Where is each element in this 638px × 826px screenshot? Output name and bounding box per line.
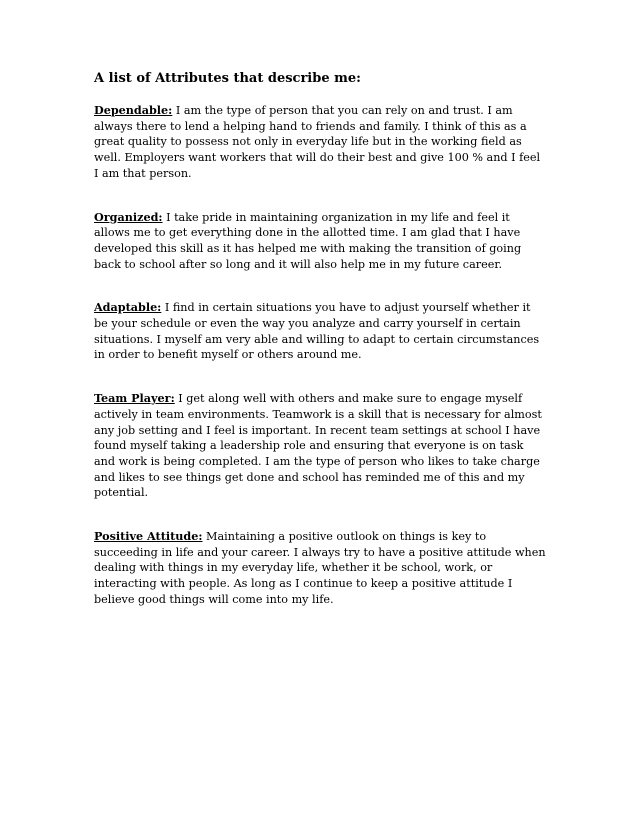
- attribute-name: Team Player:: [94, 391, 175, 406]
- attribute-organized: [94, 210, 546, 273]
- document-title: A list of Attributes that describe me:: [94, 71, 361, 86]
- attribute-name: Dependable:: [94, 103, 173, 117]
- attribute-name: Organized:: [94, 209, 163, 224]
- attribute-positive-attitude: [94, 529, 546, 608]
- attribute-description: I take pride in maintaining organization in my life and feel it allows me to get everything done in the allotted time. I am glad that I have developed this skill as it has helped me with making the transition of going back to school after so long and it will also help me in my future career.: [94, 210, 522, 271]
- document-body: [94, 70, 546, 608]
- attribute-dependable: [94, 103, 546, 182]
- attribute-team-player: [94, 391, 546, 501]
- attribute-description: Maintaining a positive outlook on things is key to succeeding in life and your career. I always try to have a positive attitude when dealing with things in my everyday life, whether it be school, work, or interacting with people. As long as I continue to keep a positive attitude I believe good things will come into my life.: [94, 530, 546, 606]
- attribute-name: Positive Attitude:: [94, 529, 203, 544]
- attribute-adaptable: [94, 300, 546, 363]
- attribute-description: I get along well with others and make sure to engage myself actively in team environments. Teamwork is a skill that is necessary for almost any job setting and I feel is important. In recent team settings at school I have found myself taking a leadership role and ensuring that everyone is on task and work is being completed. I am the type of person who likes to take charge and likes to see things get done and school has reminded me of this and my potential.: [94, 392, 542, 500]
- attribute-description: I am the type of person that you can rely on and trust. I am always there to lend a helping hand to friends and family. I think of this as a great quality to possess not only in everyday life but in the working field as well. Employers want workers that will do their best and give 100 % and I feel I am that person.: [94, 104, 541, 180]
- attribute-name: Adaptable:: [94, 300, 162, 315]
- attribute-description: I find in certain situations you have to adjust yourself whether it be your schedule or even the way you analyze and carry yourself in certain situations. I myself am very able and willing to adapt to certain circumstances in order to benefit myself or others around me.: [94, 301, 540, 362]
